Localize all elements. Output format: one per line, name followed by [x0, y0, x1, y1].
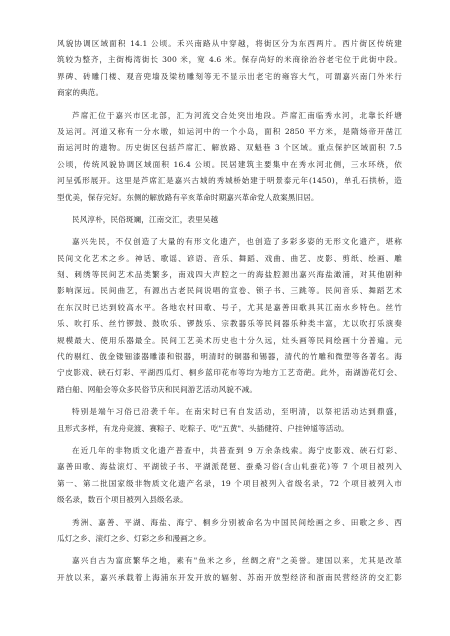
text-line: 嘉善田歌、海盐滚灯、平湖钹子书、平湖派琵琶、蚕桑习俗(含山轧蚕花)等 7 个项目被列入: [57, 462, 402, 472]
paragraph-folk-arts: [57, 234, 402, 398]
text-line: 第一、第二批国家级非物质文化遗产名录，19 个项目被列入省级名录，72 个项目被列入市: [57, 478, 402, 488]
text-line: 在近几年的非物质文化遗产普查中，共普查到 9 万余条线索。海宁皮影戏、硖石灯彩、: [72, 445, 402, 455]
text-line: 商家的典范。: [57, 88, 104, 98]
text-line: 界碑、砖雕门楼、观音兜墙及梁枋雕刻等无不显示出老宅的雍容大气，可谓嘉兴南门外米行: [57, 71, 402, 81]
text-line: 型优美，保存完好。东侧的解放路有辛亥革命时期嘉兴革命党人敌案黑旧居。: [57, 192, 319, 202]
text-line: 筑较为整齐，主街梅湾街长 300 米，宽 4.6 米。保存尚好的米商徐治谷老宅位于此街中段。: [57, 55, 402, 65]
text-line: 风貌协调区域面积 14.1 公顷。禾兴南路从中穿越，将街区分为东西两片。西片街区传统建: [57, 39, 402, 48]
text-line: 在东汉时已达到较高水平。各地农村田歌、号子，尤其是嘉善田歌具其江南水乡特色。丝竹: [57, 302, 402, 312]
text-line: 嘉兴自古为富庶繁华之地，素有"鱼米之乡，丝绸之府"之美誉。建国以来，尤其是改革: [72, 556, 402, 566]
text-line: 瓜灯之乡、滚灯之乡、灯彩之乡和漫画之乡。: [57, 533, 211, 543]
text-line: 及运河。河道又称有一分水墩，如运河中的一个小岛，面积 2850 平方米，是隋炀帝开凿江: [57, 126, 402, 136]
text-line: 河呈弧形展开。这里是芦席汇是嘉兴古城的秀城桥始建于明景泰元年(1450)，单孔石拱桥，造: [57, 176, 402, 186]
text-line: 级名录，数百个项目被列入县级名录。: [57, 495, 188, 505]
paragraph-meiwan-street: [57, 36, 402, 102]
document-body: [57, 36, 402, 592]
text-line: 乐、吹打乐、丝竹锣鼓、鼓吹乐、锣鼓乐、宗教器乐等民间器乐种类丰富，尤以吹打乐演奏: [57, 319, 402, 329]
paragraph-dragon-boat: [57, 404, 402, 437]
text-line: 影响深远。民间曲艺，有源出古老民间说唱的宣卷、锁子书、三跳等。民间音乐、舞蹈艺术: [57, 286, 402, 296]
paragraph-economy: [57, 553, 402, 586]
text-line: 踏白船、网船会等众多民俗节庆和民间游艺活动风貌不减。: [57, 384, 258, 394]
paragraph-hometown-titles: [57, 515, 402, 548]
paragraph-heritage-survey: [57, 443, 402, 509]
text-line: 特别是端午习俗已沿袭千年。在南宋时已有自发活动，至明清，以祭祀活动达到鼎盛，: [72, 407, 402, 417]
text-line: 嘉兴先民，不仅创造了大量的有形文化遗产，也创造了多彩多姿的无形文化遗产，堪称: [72, 237, 402, 247]
text-line: 开放以来，嘉兴承载着上海浦东开发开放的辐射、苏南开放型经济和浙南民营经济的交汇影: [57, 572, 402, 582]
text-line: 秀洲、嘉善、平湖、海盐、海宁、桐乡分别被命名为中国民间绘画之乡、田歌之乡、西: [72, 517, 402, 527]
paragraph-luxihui: [57, 108, 402, 206]
section-heading: 民风淳朴，民俗斑斓，江南交汇，表里吴越: [72, 214, 219, 224]
text-line: 南运河时的遗物。历史街区包括芦席汇、解放路、双魁巷 3 个区域。重点保护区域面积 7.5: [57, 143, 402, 153]
text-line: 芦席汇位于嘉兴市区北部，汇为河流交合处突出地段。芦席汇南临秀水河，北靠长纤塘: [72, 110, 402, 120]
text-line: 宁皮影戏、硖石灯彩、平湖西瓜灯、桐乡蓝印花布等均为地方工艺奇葩。此外，南湖游花灯会、: [57, 368, 402, 378]
section-heading-folk-customs: [57, 212, 402, 228]
text-line: 民间文化艺术之乡。神话、歌谣、谚语、音乐、舞蹈、戏曲、曲艺、皮影、剪纸、绘画、雕: [57, 253, 402, 263]
text-line: 代的剔红、戗金镂钿漆器雕漆和银器，明清时的铜器和锡器，清代的竹雕和微塑等各著名。海: [57, 352, 402, 362]
text-line: 公顷，传统风貌协调区域面积 16.4 公顷。民居建筑主要集中在秀水河北侧，三水环绕，依: [57, 159, 402, 169]
text-line: 且形式多样，有龙舟竞渡、赛粽子、吃粽子、吃"五黄"、头插健符、户挂钟馗等活动。: [57, 423, 349, 433]
text-line: 刻、刺绣等民间艺术品类繁多，南戏四大声腔之一的海盐腔源出嘉兴海盐澉浦，对其他剧种: [57, 270, 402, 280]
text-line: 规模最大、使用乐器最全。民间工艺美术历史也十分久远，灶头画等民间绘画十分普遍。元: [57, 335, 402, 345]
